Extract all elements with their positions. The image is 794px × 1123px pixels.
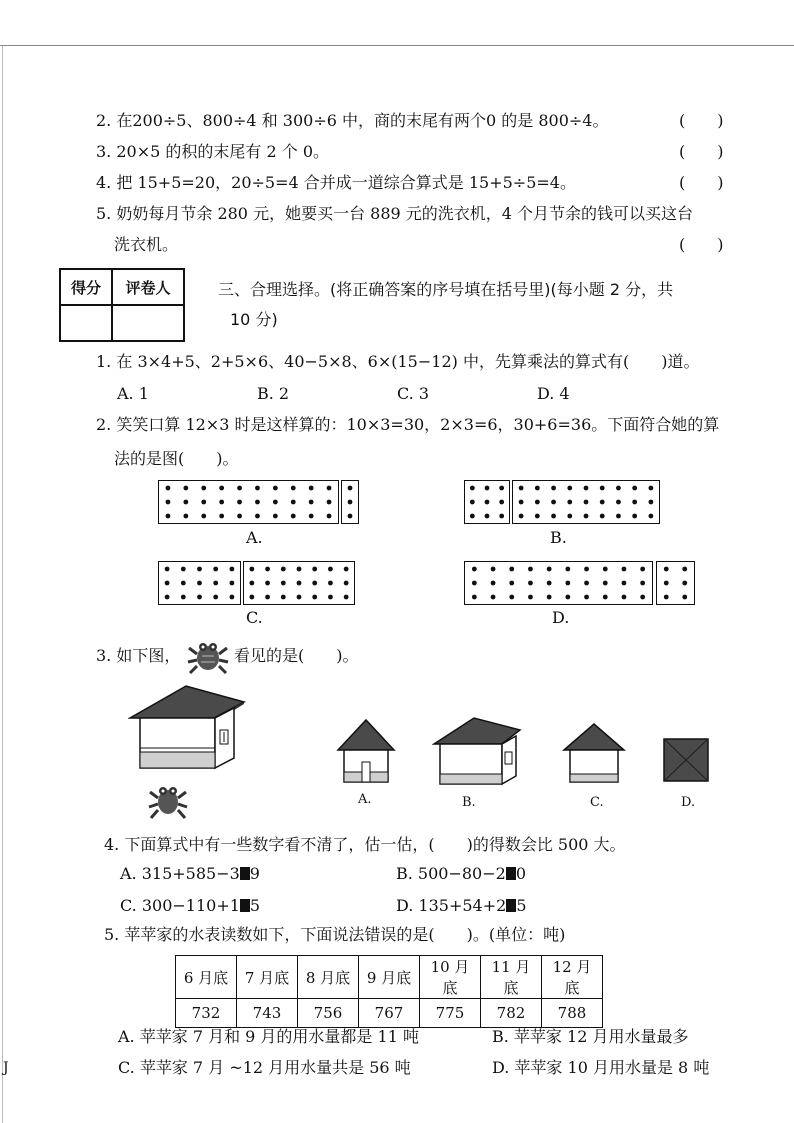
dot <box>265 567 270 572</box>
judge-question-5-cont: 洗衣机。 <box>114 235 179 254</box>
dot <box>470 486 475 491</box>
dot <box>348 514 353 519</box>
dot <box>344 567 349 572</box>
obscured-digit-block <box>240 899 250 912</box>
page-mark: J <box>3 1060 9 1076</box>
dot <box>327 486 332 491</box>
dot <box>327 514 332 519</box>
section3-title-cont: 10 分) <box>230 310 278 329</box>
dot <box>682 567 687 572</box>
q5-option-b[interactable]: B. 苹苹家 12 月用水量最多 <box>492 1027 689 1046</box>
dot <box>603 595 608 600</box>
dot <box>640 595 645 600</box>
q3-label-d[interactable]: D. <box>681 795 696 810</box>
dot <box>181 567 186 572</box>
dot <box>528 567 533 572</box>
q4-stem: 4. 下面算式中有一些数字看不清了，估一估，( )的得数会比 500 大。 <box>104 835 626 854</box>
dot <box>648 514 653 519</box>
dot <box>600 486 605 491</box>
q4-c-pre: C. 300−110+1 <box>120 896 240 915</box>
q2-label-c[interactable]: C. <box>246 608 263 627</box>
dot <box>309 514 314 519</box>
house-option-d[interactable] <box>662 737 710 783</box>
dot <box>640 581 645 586</box>
dot <box>640 567 645 572</box>
dot-array-c-7x3 <box>243 561 355 605</box>
dot <box>535 514 540 519</box>
dot <box>273 514 278 519</box>
dot <box>499 486 504 491</box>
dot <box>519 514 524 519</box>
dot <box>291 500 296 505</box>
q5-stem: 5. 苹苹家的水表读数如下，下面说法错误的是( )。(单位：吨) <box>104 925 566 944</box>
section3-title: 三、合理选择。(将正确答案的序号填在括号里)(每小题 2 分，共 <box>218 280 674 299</box>
dot <box>622 581 627 586</box>
dot-grid <box>342 481 358 523</box>
q1-option-d[interactable]: D. 4 <box>537 384 570 403</box>
month-cell: 9 月底 <box>359 956 420 999</box>
reading-cell: 756 <box>298 999 359 1028</box>
dot <box>567 514 572 519</box>
dot-grid <box>159 481 338 523</box>
grader-label: 评卷人 <box>112 269 184 305</box>
dot <box>166 514 171 519</box>
dot <box>584 486 589 491</box>
dot <box>255 486 260 491</box>
dot <box>344 595 349 600</box>
dot-array-d-10x3 <box>464 561 653 605</box>
dot <box>255 500 260 505</box>
dot-array-a-2x3 <box>341 480 359 524</box>
reading-cell: 775 <box>420 999 481 1028</box>
dot <box>197 581 202 586</box>
dot <box>230 595 235 600</box>
dot <box>181 581 186 586</box>
dot <box>547 567 552 572</box>
dot <box>291 486 296 491</box>
score-label: 得分 <box>60 269 112 305</box>
table-row <box>176 999 603 1028</box>
dot-grid <box>513 481 659 523</box>
dot <box>648 500 653 505</box>
dot <box>584 514 589 519</box>
dot <box>201 514 206 519</box>
month-cell: 6 月底 <box>176 956 237 999</box>
dot <box>328 581 333 586</box>
house-scene <box>128 684 246 770</box>
dot <box>485 500 490 505</box>
dot <box>567 500 572 505</box>
month-cell: 7 月底 <box>237 956 298 999</box>
dot <box>273 486 278 491</box>
dot <box>472 595 477 600</box>
dot <box>265 595 270 600</box>
q2-stem: 2. 笑笑口算 12×3 时是这样算的：10×3=30，2×3=6，30+6=36。下面符合她的算 <box>96 415 720 434</box>
dot <box>648 486 653 491</box>
dot <box>328 567 333 572</box>
q2-label-b[interactable]: B. <box>550 528 567 547</box>
dot <box>472 567 477 572</box>
dot <box>309 500 314 505</box>
table-header-row <box>176 956 603 999</box>
reading-cell: 767 <box>359 999 420 1028</box>
dot <box>237 500 242 505</box>
obscured-digit-block <box>506 899 516 912</box>
dot <box>291 514 296 519</box>
dot-grid <box>159 562 240 604</box>
dot <box>230 567 235 572</box>
dot <box>219 500 224 505</box>
dot <box>632 486 637 491</box>
dot <box>213 581 218 586</box>
dot <box>213 567 218 572</box>
q4-a-pre: A. 315+585−3 <box>120 864 240 883</box>
dot <box>237 486 242 491</box>
reading-cell: 782 <box>481 999 542 1028</box>
dot <box>265 581 270 586</box>
dot <box>309 486 314 491</box>
dot <box>600 500 605 505</box>
q2-stem-cont: 法的是图( )。 <box>114 449 239 468</box>
dot-array-c-5x3 <box>158 561 241 605</box>
dot <box>682 595 687 600</box>
dot <box>528 581 533 586</box>
reading-cell: 743 <box>237 999 298 1028</box>
dot <box>281 581 286 586</box>
dot <box>255 514 260 519</box>
q4-option-b[interactable] <box>396 864 526 884</box>
reading-cell: 732 <box>176 999 237 1028</box>
dot <box>470 514 475 519</box>
dot <box>551 500 556 505</box>
dot <box>213 595 218 600</box>
q2-label-a[interactable]: A. <box>246 528 263 547</box>
q4-c-post: 5 <box>249 896 261 915</box>
obscured-digit-block <box>506 867 516 880</box>
house-option-b[interactable] <box>432 716 522 786</box>
dot <box>165 595 170 600</box>
dot <box>584 581 589 586</box>
dot <box>603 567 608 572</box>
q4-option-d[interactable] <box>396 896 527 916</box>
dot <box>664 581 669 586</box>
answer-paren-j2[interactable]: ( ) <box>679 111 724 130</box>
dot <box>197 567 202 572</box>
month-cell: 12 月底 <box>542 956 603 999</box>
dot <box>600 514 605 519</box>
dot <box>297 567 302 572</box>
top-border-line <box>0 45 794 46</box>
dot <box>509 567 514 572</box>
dot <box>664 595 669 600</box>
dot <box>281 567 286 572</box>
q5-option-d[interactable]: D. 苹苹家 10 月用水量是 8 吨 <box>492 1058 710 1077</box>
dot <box>312 595 317 600</box>
house-option-a[interactable] <box>336 718 396 784</box>
dot-grid <box>244 562 354 604</box>
q5-option-c[interactable]: C. 苹苹家 7 月 ~12 月用水量共是 56 吨 <box>118 1058 411 1077</box>
q3-stem-a: 3. 如下图， <box>96 646 181 665</box>
left-border-line <box>2 46 3 1123</box>
dot <box>348 486 353 491</box>
dot <box>297 595 302 600</box>
q3-label-a[interactable]: A. <box>358 792 372 807</box>
month-cell: 8 月底 <box>298 956 359 999</box>
q1-stem: 1. 在 3×4+5、2+5×6、40−5×8、6×(15−12) 中，先算乘法的算式有( )道。 <box>96 352 700 371</box>
dot <box>344 581 349 586</box>
dot <box>183 486 188 491</box>
dot <box>249 581 254 586</box>
q3-label-c[interactable]: C. <box>590 795 604 810</box>
q4-d-post: 5 <box>516 896 527 915</box>
q4-option-a[interactable] <box>120 864 260 884</box>
dot <box>584 595 589 600</box>
dot <box>664 567 669 572</box>
dot <box>472 581 477 586</box>
dot <box>584 567 589 572</box>
dot <box>165 581 170 586</box>
dot <box>485 486 490 491</box>
dot <box>565 581 570 586</box>
q4-option-c[interactable] <box>120 896 260 916</box>
dot <box>273 500 278 505</box>
dot <box>183 500 188 505</box>
dot <box>584 500 589 505</box>
q1-option-b[interactable]: B. 2 <box>257 384 290 403</box>
dot <box>519 486 524 491</box>
dot <box>535 500 540 505</box>
answer-paren-j3[interactable]: ( ) <box>679 142 724 161</box>
answer-paren-j4[interactable]: ( ) <box>679 173 724 192</box>
dot <box>230 581 235 586</box>
dot-array-b-9x3 <box>512 480 660 524</box>
q1-option-c[interactable]: C. 3 <box>397 384 430 403</box>
q5-option-a[interactable]: A. 苹苹家 7 月和 9 月的用水量都是 11 吨 <box>118 1027 419 1046</box>
month-cell: 11 月底 <box>481 956 542 999</box>
dot <box>166 486 171 491</box>
q4-b-post: 0 <box>515 864 527 883</box>
dot <box>499 514 504 519</box>
dot <box>622 595 627 600</box>
q4-a-post: 9 <box>249 864 260 883</box>
q3-label-b[interactable]: B. <box>462 795 476 810</box>
dot <box>348 500 353 505</box>
dot <box>183 514 188 519</box>
grader-cell[interactable] <box>112 305 184 341</box>
dot <box>237 514 242 519</box>
dot <box>328 595 333 600</box>
dot <box>201 486 206 491</box>
dot-grid <box>465 562 652 604</box>
dot <box>551 486 556 491</box>
dot <box>499 500 504 505</box>
dot <box>616 514 621 519</box>
dot <box>327 500 332 505</box>
dot <box>312 581 317 586</box>
dot <box>565 567 570 572</box>
dot <box>491 581 496 586</box>
dot <box>249 595 254 600</box>
dot <box>312 567 317 572</box>
dot <box>201 500 206 505</box>
dot <box>632 500 637 505</box>
dot <box>682 581 687 586</box>
dot <box>485 514 490 519</box>
dot <box>491 567 496 572</box>
dot <box>547 595 552 600</box>
dot-array-d-2x3 <box>656 561 695 605</box>
dot <box>519 500 524 505</box>
water-meter-table <box>175 955 603 1028</box>
score-box <box>59 268 185 342</box>
dot <box>219 486 224 491</box>
judge-question-5: 5. 奶奶每月节余 280 元，她要买一台 889 元的洗衣机，4 个月节余的钱可以买这台 <box>96 204 694 223</box>
judge-question-3: 3. 20×5 的积的末尾有 2 个 0。 <box>96 142 330 161</box>
dot-grid <box>657 562 694 604</box>
q4-d-pre: D. 135+54+2 <box>396 896 507 915</box>
dot-grid <box>465 481 509 523</box>
answer-paren-j5[interactable]: ( ) <box>679 235 724 254</box>
dot <box>470 500 475 505</box>
dot <box>219 514 224 519</box>
dot <box>509 595 514 600</box>
frog-icon-scene <box>147 783 189 819</box>
score-cell[interactable] <box>60 305 112 341</box>
dot <box>567 486 572 491</box>
dot <box>565 595 570 600</box>
dot <box>509 581 514 586</box>
dot <box>535 486 540 491</box>
judge-question-2: 2. 在200÷5、800÷4 和 300÷6 中，商的末尾有两个0 的是 800÷4。 <box>96 111 609 130</box>
month-cell: 10 月底 <box>420 956 481 999</box>
reading-cell: 788 <box>542 999 603 1028</box>
dot <box>197 595 202 600</box>
dot <box>603 581 608 586</box>
q3-stem-b: 看见的是( )。 <box>234 646 359 665</box>
dot <box>491 595 496 600</box>
frog-icon <box>186 640 230 674</box>
q2-label-d[interactable]: D. <box>552 608 570 627</box>
dot <box>297 581 302 586</box>
dot-array-a-10x3 <box>158 480 339 524</box>
obscured-digit-block <box>240 867 250 880</box>
dot <box>166 500 171 505</box>
dot <box>281 595 286 600</box>
dot <box>616 500 621 505</box>
dot <box>165 567 170 572</box>
dot <box>622 567 627 572</box>
dot <box>181 595 186 600</box>
dot <box>528 595 533 600</box>
house-option-c[interactable] <box>562 722 626 784</box>
dot <box>547 581 552 586</box>
dot <box>249 567 254 572</box>
judge-question-4: 4. 把 15+5=20，20÷5=4 合并成一道综合算式是 15+5÷5=4。 <box>96 173 576 192</box>
dot <box>616 486 621 491</box>
dot <box>551 514 556 519</box>
dot-array-b-3x3 <box>464 480 510 524</box>
dot <box>632 514 637 519</box>
q4-b-pre: B. 500−80−2 <box>396 864 506 883</box>
q1-option-a[interactable]: A. 1 <box>117 384 149 403</box>
